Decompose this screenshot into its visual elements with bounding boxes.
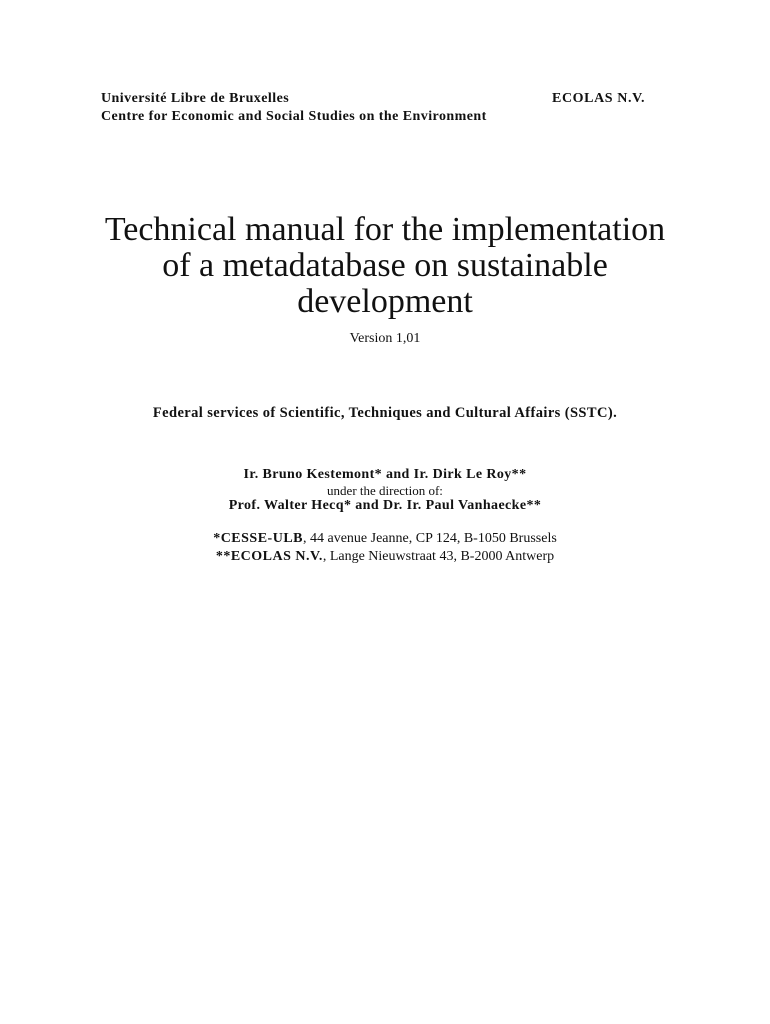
document-title xyxy=(60,212,710,320)
address-org: **ECOLAS N.V. xyxy=(215,549,323,564)
address-line xyxy=(0,530,770,548)
address-line xyxy=(0,548,770,566)
address-detail: , 44 avenue Jeanne, CP 124, B-1050 Brussels xyxy=(303,531,557,546)
title-line-2: of a metadatabase on sustainable xyxy=(162,247,608,284)
addresses-block xyxy=(0,530,770,566)
direction-note: under the direction of: xyxy=(327,483,443,498)
institution-centre: Centre for Economic and Social Studies on the Environment xyxy=(101,109,487,124)
address-org: *CESSE-ULB xyxy=(213,531,303,546)
authors-block xyxy=(0,467,770,514)
title-line-1: Technical manual for the implementation xyxy=(104,211,666,248)
authors-line: Ir. Bruno Kestemont* and Ir. Dirk Le Roy** xyxy=(243,467,527,482)
address-detail: , Lange Nieuwstraat 43, B-2000 Antwerp xyxy=(322,549,555,564)
directors-line: Prof. Walter Hecq* and Dr. Ir. Paul Vanhaecke** xyxy=(228,498,542,513)
header-institution xyxy=(101,90,487,126)
institution-name: Université Libre de Bruxelles xyxy=(101,91,290,106)
version-label: Version 1,01 xyxy=(349,331,421,346)
header-partner: ECOLAS N.V. xyxy=(552,91,646,106)
sponsor-line: Federal services of Scientific, Techniques and Cultural Affairs (SSTC). xyxy=(152,405,618,421)
title-line-3: development xyxy=(297,283,473,320)
